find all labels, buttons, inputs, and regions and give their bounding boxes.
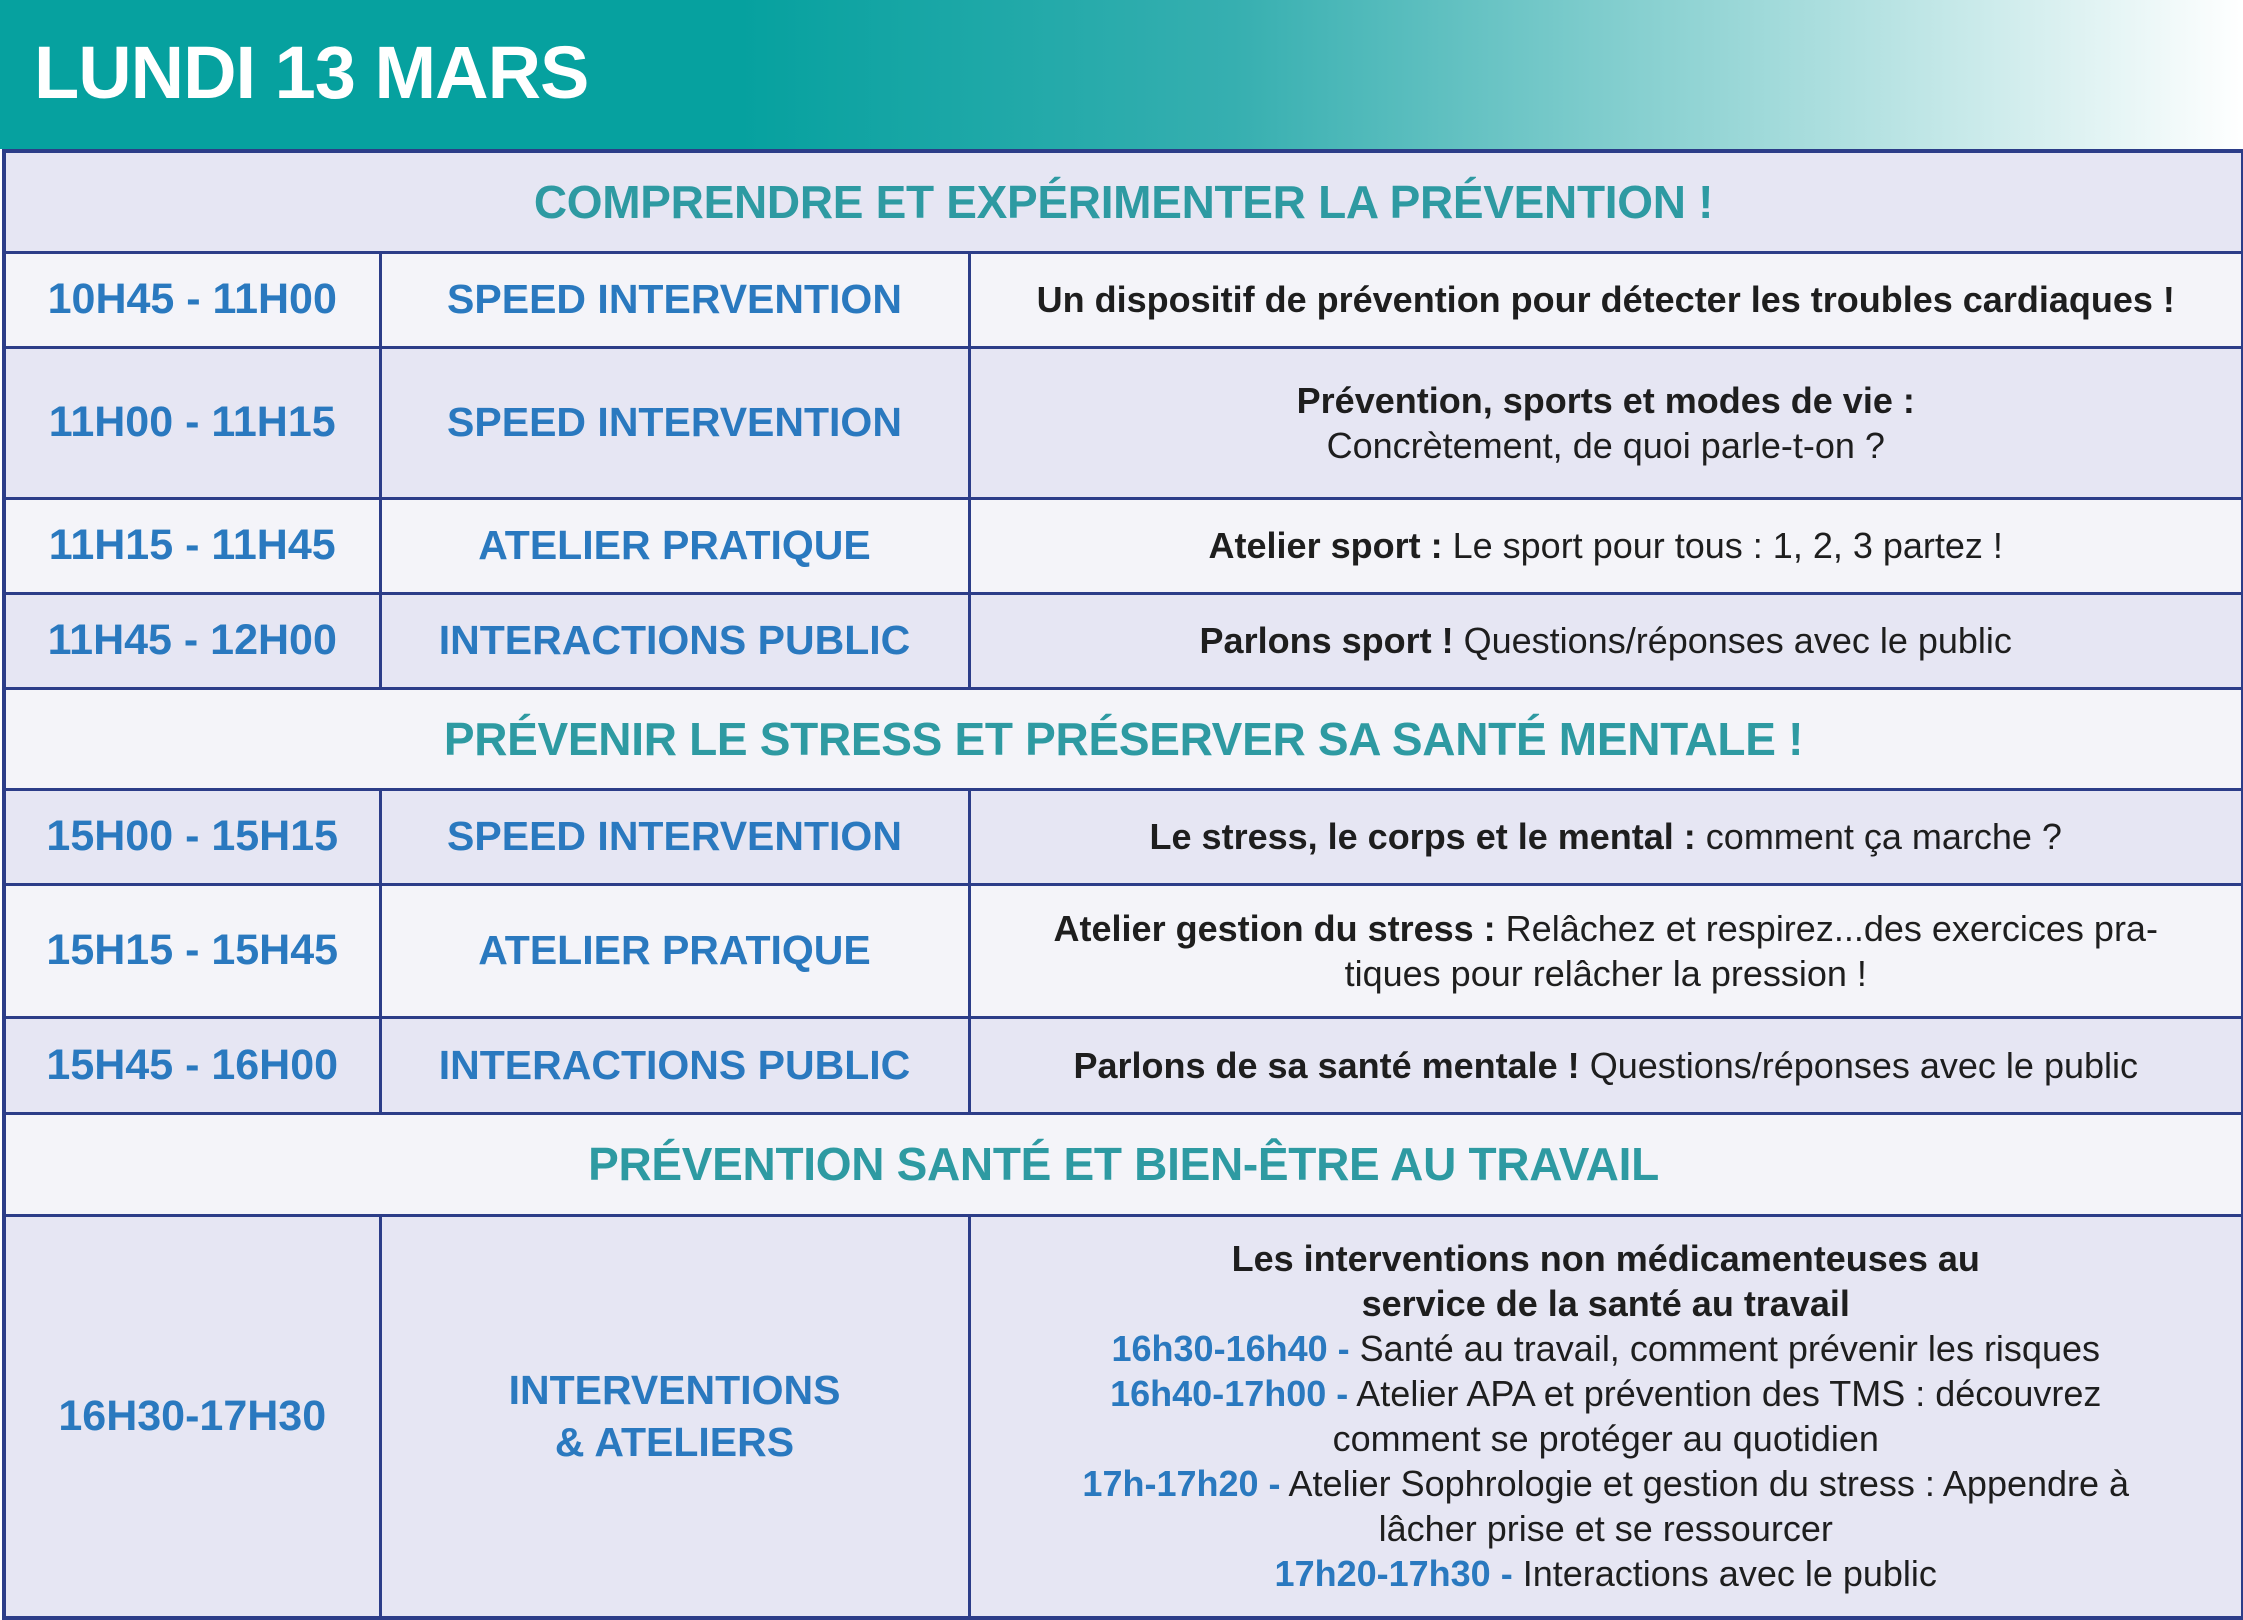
item-text: Atelier APA et prévention des TMS : découvrez (1356, 1373, 2102, 1415)
description-cell (969, 347, 2243, 498)
description-cell (969, 593, 2243, 688)
page-title: LUNDI 13 MARS (34, 31, 589, 114)
time-cell: 16H30-17H30 (4, 1215, 380, 1618)
description-bold: Prévention, sports et modes de vie : (1296, 379, 1915, 421)
description-cell (969, 252, 2243, 347)
type-cell: SPEED INTERVENTION (380, 789, 969, 884)
table-row (4, 789, 2243, 884)
description-heading: service de la santé au travail (1361, 1283, 1850, 1325)
description-text: Le sport pour tous : 1, 2, 3 partez ! (1452, 525, 2003, 566)
list-item (985, 1461, 2228, 1506)
type-cell: SPEED INTERVENTION (380, 347, 969, 498)
description-bold: Parlons sport ! (1199, 620, 1454, 661)
item-text: Atelier Sophrologie et gestion du stress : Appendre à (1288, 1463, 2130, 1505)
description-cell (969, 884, 2243, 1017)
type-cell: SPEED INTERVENTION (380, 252, 969, 347)
description-text: Questions/réponses avec le public (1463, 620, 2012, 661)
section-title: PRÉVENIR LE STRESS ET PRÉSERVER SA SANTÉ MENTALE ! (4, 688, 2243, 789)
time-cell: 15H00 - 15H15 (4, 789, 380, 884)
item-time: 16h40-17h00 - (1110, 1373, 1349, 1415)
type-line: INTERVENTIONS (508, 1367, 841, 1414)
schedule-table (2, 149, 2243, 1620)
type-line: & ATELIERS (554, 1419, 795, 1466)
description-cell (969, 1017, 2243, 1113)
description-cell (969, 498, 2243, 593)
item-time: 17h-17h20 - (1082, 1463, 1281, 1505)
time-cell: 10H45 - 11H00 (4, 252, 380, 347)
table-row (4, 884, 2243, 1017)
description-bold: Un dispositif de prévention pour détecter les troubles cardiaques ! (1036, 279, 2175, 320)
list-item (985, 1551, 2228, 1596)
section-header-row (4, 1113, 2243, 1215)
description-cell (969, 1215, 2243, 1618)
section-header-row (4, 151, 2243, 252)
item-time: 17h20-17h30 - (1274, 1553, 1513, 1595)
table-row (4, 498, 2243, 593)
type-cell: ATELIER PRATIQUE (380, 498, 969, 593)
description-heading: Les interventions non médicamenteuses au (1231, 1238, 1980, 1280)
table-row (4, 1215, 2243, 1618)
type-cell: ATELIER PRATIQUE (380, 884, 969, 1017)
description-text: Concrètement, de quoi parle-t-on ? (1326, 424, 1885, 466)
item-text-continued: lâcher prise et se ressourcer (1378, 1508, 1833, 1550)
description-bold: Parlons de sa santé mentale ! (1073, 1044, 1580, 1086)
type-cell: INTERACTIONS PUBLIC (380, 593, 969, 688)
description-bold: Atelier sport : (1208, 525, 1443, 566)
type-cell: INTERACTIONS PUBLIC (380, 1017, 969, 1113)
description-text: Relâchez et respirez...des exercices pra- (1505, 907, 2158, 949)
time-cell: 11H45 - 12H00 (4, 593, 380, 688)
item-text-continued: comment se protéger au quotidien (1332, 1418, 1879, 1460)
list-item (985, 1371, 2228, 1416)
description-text: Questions/réponses avec le public (1589, 1044, 2139, 1086)
description-bold: Atelier gestion du stress : (1053, 907, 1496, 949)
time-cell: 15H45 - 16H00 (4, 1017, 380, 1113)
item-text: Santé au travail, comment prévenir les risques (1359, 1328, 2100, 1370)
description-bold: Le stress, le corps et le mental : (1149, 816, 1696, 857)
table-row (4, 593, 2243, 688)
table-row (4, 347, 2243, 498)
section-header-row (4, 688, 2243, 789)
description-cell (969, 789, 2243, 884)
description-text: comment ça marche ? (1705, 816, 2062, 857)
table-row (4, 1017, 2243, 1113)
description-text: tiques pour relâcher la pression ! (1344, 952, 1867, 994)
type-cell (380, 1215, 969, 1618)
page-header (0, 0, 2243, 149)
item-text: Interactions avec le public (1522, 1553, 1937, 1595)
list-item (985, 1326, 2228, 1371)
time-cell: 11H15 - 11H45 (4, 498, 380, 593)
section-title: COMPRENDRE ET EXPÉRIMENTER LA PRÉVENTION ! (4, 151, 2243, 252)
table-row (4, 252, 2243, 347)
time-cell: 15H15 - 15H45 (4, 884, 380, 1017)
section-title: PRÉVENTION SANTÉ ET BIEN-ÊTRE AU TRAVAIL (4, 1113, 2243, 1215)
time-cell: 11H00 - 11H15 (4, 347, 380, 498)
item-time: 16h30-16h40 - (1111, 1328, 1350, 1370)
